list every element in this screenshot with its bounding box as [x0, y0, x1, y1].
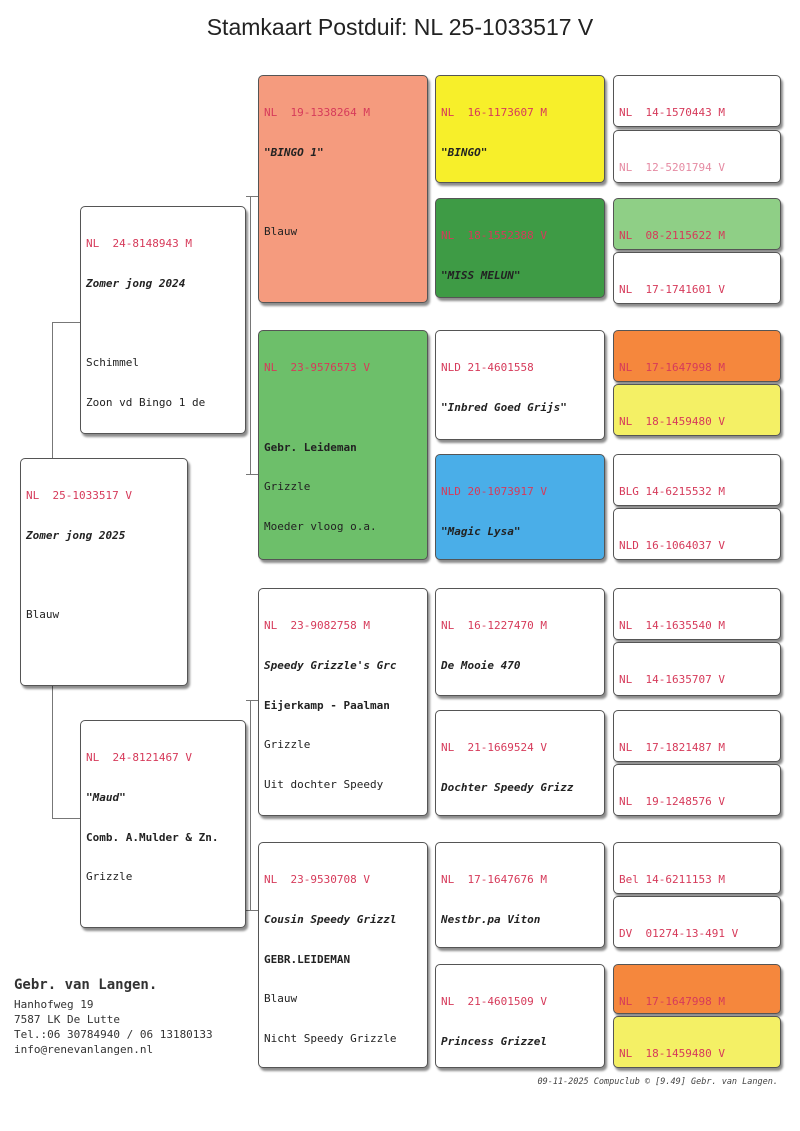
- ring-number: NL 14-1635707 V: [619, 673, 725, 687]
- ring-number: NL 16-1173607 M: [441, 106, 547, 120]
- connector: [52, 818, 80, 819]
- pigeon-card-gen3: [435, 588, 605, 696]
- pigeon-name: Speedy Grizzle's Grc: [264, 659, 397, 673]
- pigeon-card-gen4: [613, 508, 781, 560]
- pigeon-color: Schimmel: [86, 356, 139, 370]
- pigeon-name: Princess Grizzel: [441, 1035, 547, 1049]
- ring-number: NL 24-8148943 M: [86, 237, 192, 251]
- connector: [246, 196, 258, 197]
- breeder-city: 7587 LK De Lutte: [14, 1013, 120, 1026]
- ring-number: NL 17-1741601 V: [619, 283, 725, 297]
- ring-number: NL 17-1647998 M: [619, 995, 725, 1009]
- pigeon-name: "Inbred Goed Grijs": [441, 401, 567, 415]
- pigeon-card-gen3: [435, 198, 605, 298]
- pigeon-card-gen4: [613, 842, 781, 894]
- pigeon-name: "Magic Lysa": [441, 525, 521, 539]
- pigeon-card-gen3: [435, 330, 605, 440]
- pigeon-card-gen4: [613, 710, 781, 762]
- ring-number: NL 24-8121467 V: [86, 751, 192, 765]
- connector: [246, 474, 258, 475]
- ring-number: NL 18-1459480 V: [619, 1047, 725, 1061]
- ring-number: NL 21-4601509 V: [441, 995, 547, 1009]
- ring-number: NL 23-9082758 M: [264, 619, 370, 633]
- ring-number: NL 12-5201794 V: [619, 161, 725, 175]
- ring-number: NL 25-1033517 V: [26, 489, 132, 503]
- ring-number: NL 18-1459480 V: [619, 415, 725, 429]
- connector: [250, 196, 251, 474]
- pigeon-name: Dochter Speedy Grizz: [441, 781, 574, 795]
- pigeon-card-dam-dam: [258, 842, 428, 1068]
- connector: [52, 322, 53, 458]
- note-line: Moeder vloog o.a.: [264, 519, 377, 533]
- page-title: Stamkaart Postduif: NL 25-1033517 V: [206, 14, 594, 40]
- connector: [246, 700, 258, 701]
- breeder-email: info@renevanlangen.nl: [14, 1043, 154, 1056]
- pigeon-card-gen4: [613, 896, 781, 948]
- pigeon-card-gen4: [613, 764, 781, 816]
- pigeon-card-gen4: [613, 454, 781, 506]
- pigeon-card-gen4: [613, 130, 781, 183]
- ring-number: NLD 20-1073917 V: [441, 485, 547, 499]
- pigeon-card-gen4: [613, 964, 781, 1014]
- pigeon-owner: GEBR.LEIDEMAN: [264, 952, 351, 966]
- pigeon-card-gen4: [613, 1016, 781, 1068]
- pigeon-card-gen3: [435, 454, 605, 560]
- pigeon-name: Nestbr.pa Viton: [441, 913, 541, 927]
- pigeon-card-gen3: [435, 964, 605, 1068]
- ring-number: NL 18-1552388 V: [441, 229, 547, 243]
- ring-number: NL 17-1821487 M: [619, 741, 725, 755]
- pigeon-card-gen4: [613, 588, 781, 640]
- ring-number: DV 01274-13-491 V: [619, 927, 739, 941]
- pigeon-name: "BINGO 1": [264, 146, 324, 160]
- ring-number: Bel 14-6211153 M: [619, 873, 725, 887]
- pigeon-card-sire: [80, 206, 246, 434]
- pigeon-color: Grizzle: [264, 480, 311, 494]
- connector: [250, 700, 251, 910]
- ring-number: NL 16-1227470 M: [441, 619, 547, 633]
- pigeon-card-gen4: [613, 75, 781, 127]
- ring-number: NL 14-1570443 M: [619, 106, 725, 120]
- pigeon-owner: Eijerkamp - Paalman: [264, 698, 390, 712]
- pigeon-card-gen4: [613, 642, 781, 696]
- connector: [246, 910, 258, 911]
- ring-number: NL 23-9530708 V: [264, 873, 370, 887]
- pigeon-card-subject: [20, 458, 188, 686]
- pigeon-card-gen4: [613, 384, 781, 436]
- ring-number: NLD 21-4601558: [441, 361, 534, 375]
- pigeon-name: "BINGO": [441, 146, 488, 160]
- note-line: Zoon vd Bingo 1 de: [86, 395, 206, 409]
- pigeon-color: Blauw: [264, 992, 298, 1006]
- note-line: Nicht Speedy Grizzle: [264, 1031, 397, 1045]
- pigeon-card-gen4: [613, 252, 781, 304]
- pigeon-card-gen3: [435, 75, 605, 183]
- pigeon-color: Grizzle: [86, 870, 133, 884]
- pigeon-name: "Maud": [86, 791, 126, 805]
- ring-number: NL 19-1248576 V: [619, 795, 725, 809]
- connector: [52, 322, 80, 323]
- pigeon-name: "MISS MELUN": [441, 269, 521, 283]
- pigeon-card-sire-dam: [258, 330, 428, 560]
- ring-number: NL 23-9576573 V: [264, 361, 370, 375]
- breeder-info: [14, 978, 213, 1057]
- pigeon-card-gen3: [435, 710, 605, 816]
- ring-number: NL 17-1647998 M: [619, 361, 725, 375]
- connector: [52, 686, 53, 818]
- pigeon-color: Grizzle: [264, 738, 311, 752]
- pigeon-name: Zomer jong 2025: [26, 529, 126, 543]
- breeder-name: Gebr. van Langen.: [14, 977, 158, 993]
- pigeon-name: Cousin Speedy Grizzl: [264, 913, 397, 927]
- pigeon-color: Blauw: [26, 608, 60, 622]
- pigeon-card-sire-sire: [258, 75, 428, 303]
- ring-number: NL 21-1669524 V: [441, 741, 547, 755]
- ring-number: NL 17-1647676 M: [441, 873, 547, 887]
- ring-number: NL 14-1635540 M: [619, 619, 725, 633]
- ring-number: NL 19-1338264 M: [264, 106, 370, 120]
- pigeon-color: Blauw: [264, 225, 298, 239]
- ring-number: NL 08-2115622 M: [619, 229, 725, 243]
- ring-number: BLG 14-6215532 M: [619, 485, 725, 499]
- breeder-phone: Tel.:06 30784940 / 06 13180133: [14, 1028, 213, 1041]
- pigeon-owner: Gebr. Leideman: [264, 440, 357, 454]
- pigeon-card-gen4: [613, 330, 781, 382]
- note-line: Uit dochter Speedy: [264, 777, 384, 791]
- breeder-address: Hanhofweg 19: [14, 998, 94, 1011]
- pigeon-name: Zomer jong 2024: [86, 277, 186, 291]
- pigeon-card-dam: [80, 720, 246, 928]
- pigeon-card-gen3: [435, 842, 605, 948]
- ring-number: NLD 16-1064037 V: [619, 539, 725, 553]
- pigeon-card-dam-sire: [258, 588, 428, 816]
- footer-credit: 09-11-2025 Compuclub © [9.49] Gebr. van Langen.: [537, 1077, 778, 1087]
- pigeon-name: De Mooie 470: [441, 659, 521, 673]
- pigeon-owner: Comb. A.Mulder & Zn.: [86, 830, 219, 844]
- pigeon-card-gen4: [613, 198, 781, 250]
